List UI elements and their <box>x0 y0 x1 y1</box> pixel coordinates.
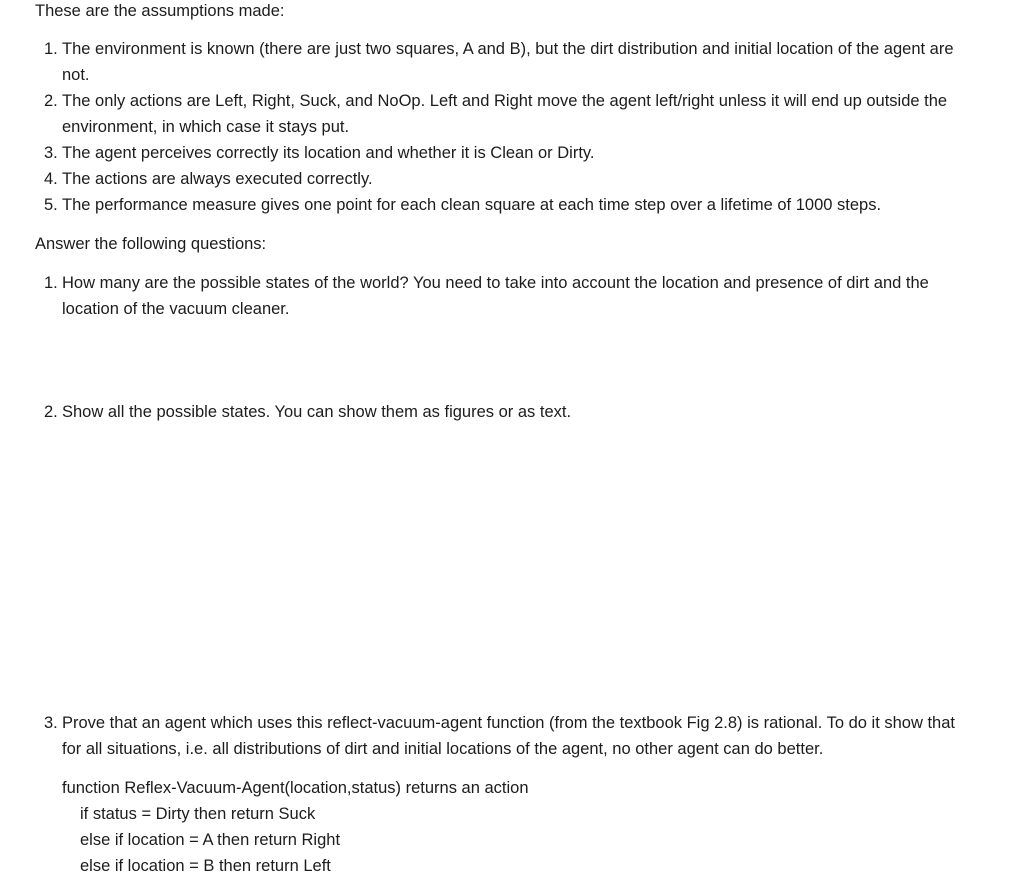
questions-heading: Answer the following questions: <box>35 235 267 253</box>
assumption-item <box>35 140 955 166</box>
assumption-text: The performance measure gives one point for each clean square at each time step over a lifetime of 1000 steps. <box>62 196 882 214</box>
code-line: if status = Dirty then return Suck <box>80 805 316 823</box>
assumption-text: The agent perceives correctly its location and whether it is Clean or Dirty. <box>62 144 595 162</box>
list-number: 2. <box>44 403 58 421</box>
list-number: 5. <box>44 196 58 214</box>
question-1 <box>35 270 955 322</box>
question-text: How many are the possible states of the world? You need to take into account the location and presence of dirt and the location of the vacuum cleaner. <box>62 274 929 318</box>
question-item <box>35 710 955 762</box>
assumption-item <box>35 166 955 192</box>
question-text: Prove that an agent which uses this reflect-vacuum-agent function (from the textbook Fig 2.8) is rational. To do it show that for all situations, i.e. all distributions of dirt and initial locations of the agent, no other agent can do better. <box>62 714 955 758</box>
list-number: 1. <box>44 40 58 58</box>
assumption-item <box>35 36 955 88</box>
question-item <box>35 399 955 425</box>
question-text: Show all the possible states. You can show them as figures or as text. <box>62 403 572 421</box>
assumptions-list <box>35 36 955 218</box>
question-3 <box>35 710 955 762</box>
question-2 <box>35 399 955 425</box>
assumption-text: The actions are always executed correctly. <box>62 170 373 188</box>
assumption-text: The environment is known (there are just two squares, A and B), but the dirt distribution and initial location of the agent are not. <box>62 40 954 84</box>
list-number: 4. <box>44 170 58 188</box>
list-number: 1. <box>44 274 58 292</box>
pseudocode-block <box>62 775 529 879</box>
list-number: 3. <box>44 144 58 162</box>
assumptions-heading: These are the assumptions made: <box>35 2 285 20</box>
assumption-item <box>35 88 955 140</box>
code-line: function Reflex-Vacuum-Agent(location,status) returns an action <box>62 779 529 797</box>
list-number: 3. <box>44 714 58 732</box>
list-number: 2. <box>44 92 58 110</box>
question-item <box>35 270 955 322</box>
assumption-item <box>35 192 955 218</box>
code-line: else if location = A then return Right <box>80 831 341 849</box>
assumption-text: The only actions are Left, Right, Suck, and NoOp. Left and Right move the agent left/right unless it will end up outside the environment, in which case it stays put. <box>62 92 948 136</box>
code-line: else if location = B then return Left <box>80 857 331 875</box>
